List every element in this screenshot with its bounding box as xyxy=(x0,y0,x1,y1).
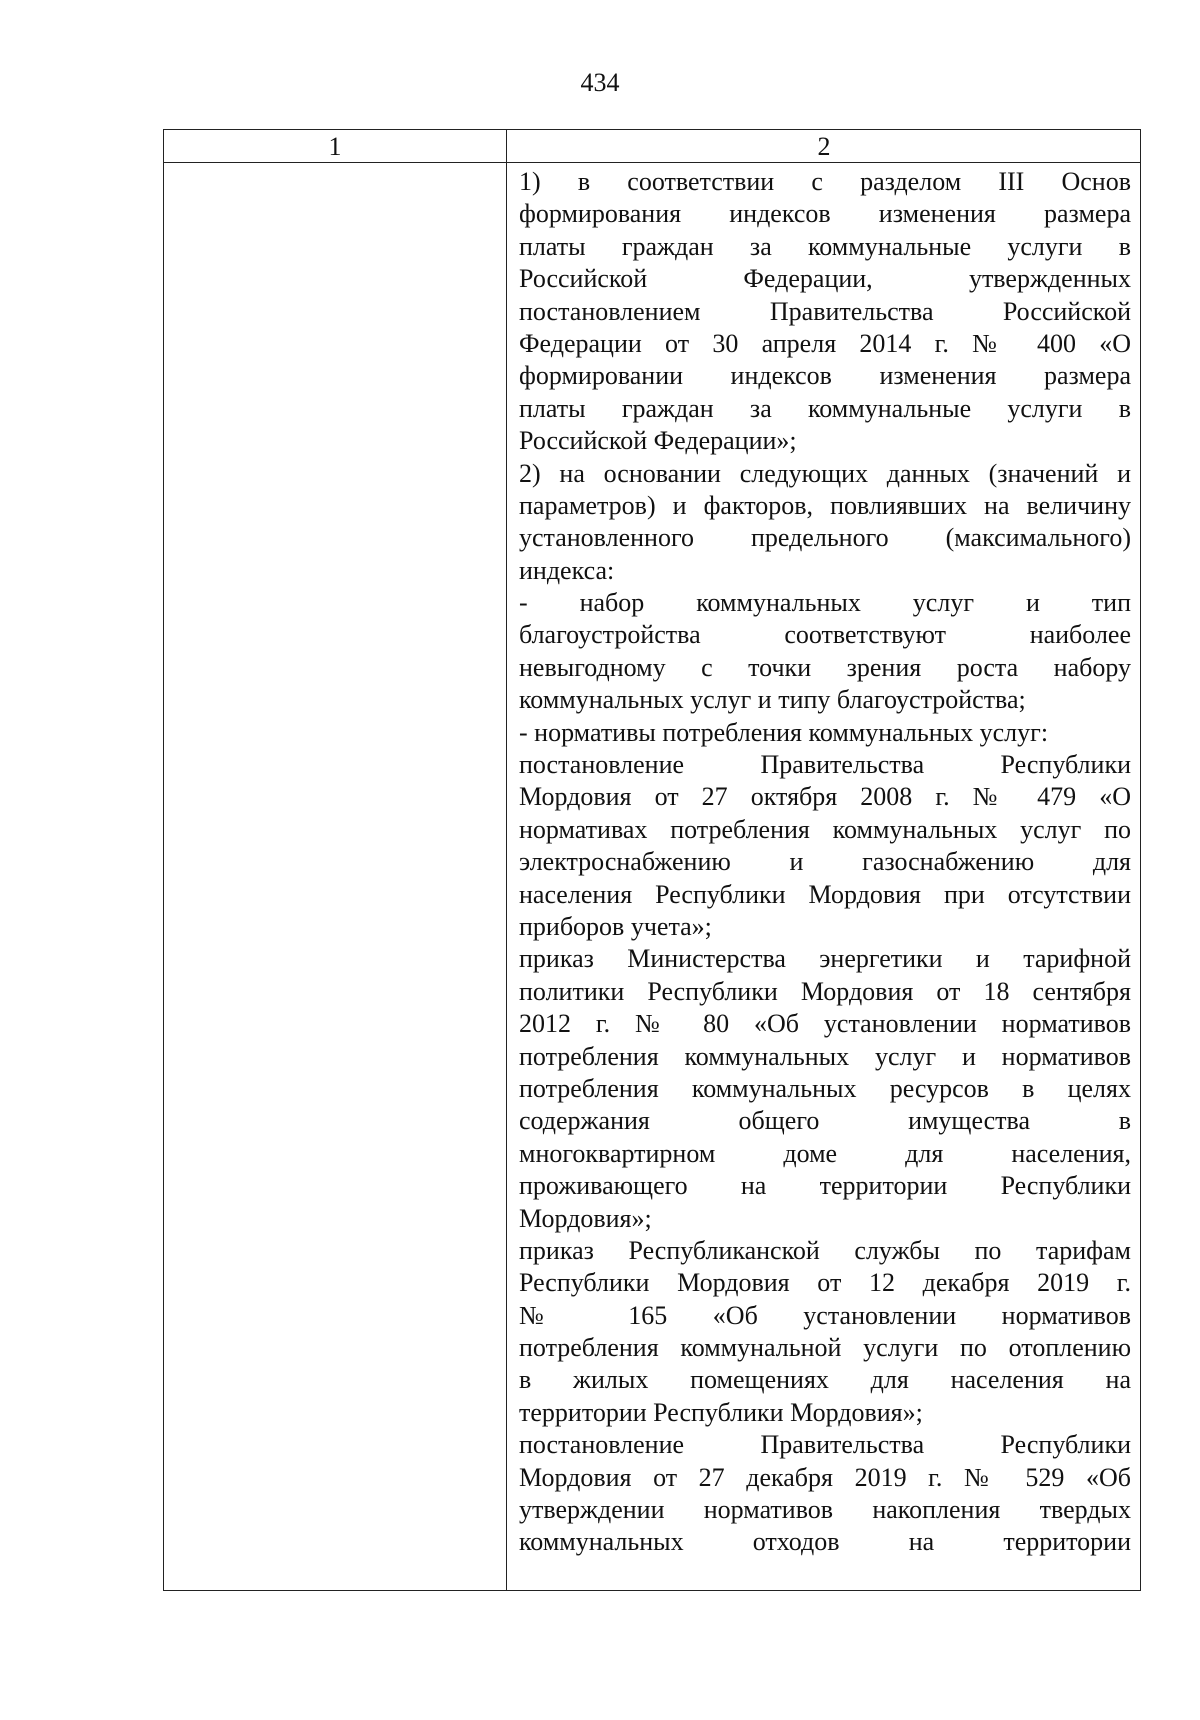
text-line: платы граждан за коммунальные услуги в xyxy=(519,231,1131,261)
text-line: Республики Мордовия от 12 декабря 2019 г. xyxy=(519,1268,1131,1298)
text-line: 2) на основании следующих данных (значений и xyxy=(519,458,1131,488)
text-line: постановление Правительства Республики xyxy=(519,1430,1131,1460)
text-line: коммунальных услуг и типу благоустройства; xyxy=(519,685,1026,715)
column-header-1: 1 xyxy=(328,132,342,161)
column-1-cell xyxy=(164,163,506,1590)
text-line: потребления коммунальных услуг и нормативов xyxy=(519,1041,1131,1071)
text-line: Мордовия»; xyxy=(519,1203,652,1233)
text-line: Российской Федерации, утвержденных xyxy=(519,264,1131,294)
table-header-row xyxy=(164,130,1140,163)
text-line: потребления коммунальной услуги по отоплению xyxy=(519,1333,1131,1363)
column-header-2: 2 xyxy=(817,132,831,161)
text-line: 2012 г. № 80 «Об установлении нормативов xyxy=(519,1009,1131,1039)
text-line: Российской Федерации»; xyxy=(519,426,797,456)
text-line: - нормативы потребления коммунальных услуг: xyxy=(519,717,1049,747)
text-line: приказ Республиканской службы по тарифам xyxy=(519,1235,1131,1265)
text-line: установленного предельного (максимального) xyxy=(519,523,1131,553)
text-line: Мордовия от 27 октября 2008 г. № 479 «О xyxy=(519,782,1131,812)
text-line: постановление Правительства Республики xyxy=(519,750,1131,780)
text-line: приказ Министерства энергетики и тарифной xyxy=(519,944,1131,974)
text-line: потребления коммунальных ресурсов в целях xyxy=(519,1073,1131,1103)
text-line: политики Республики Мордовия от 18 сентября xyxy=(519,976,1131,1006)
text-line: платы граждан за коммунальные услуги в xyxy=(519,393,1131,423)
text-line: утверждении нормативов накопления твердых xyxy=(519,1495,1131,1525)
text-line: проживающего на территории Республики xyxy=(519,1171,1131,1201)
text-line: - набор коммунальных услуг и тип xyxy=(519,588,1131,618)
document-table xyxy=(163,129,1141,1591)
text-line: невыгодному с точки зрения роста набору xyxy=(519,652,1131,682)
page-number: 434 xyxy=(580,68,620,97)
text-line: в жилых помещениях для населения на xyxy=(519,1365,1131,1395)
text-line: коммунальных отходов на территории xyxy=(519,1527,1131,1557)
text-line: Мордовия от 27 декабря 2019 г. № 529 «Об xyxy=(519,1462,1131,1492)
text-line: параметров) и факторов, повлиявших на величину xyxy=(519,490,1131,520)
text-line: постановлением Правительства Российской xyxy=(519,296,1131,326)
text-line: электроснабжению и газоснабжению для xyxy=(519,847,1131,877)
text-line: Федерации от 30 апреля 2014 г. № 400 «О xyxy=(519,328,1131,358)
text-line: формировании индексов изменения размера xyxy=(519,361,1131,391)
text-line: содержания общего имущества в xyxy=(519,1106,1131,1136)
text-line: индекса: xyxy=(519,555,615,585)
text-line: многоквартирном доме для населения, xyxy=(519,1138,1131,1168)
text-line: № 165 «Об установлении нормативов xyxy=(519,1300,1131,1330)
text-line: формирования индексов изменения размера xyxy=(519,199,1131,229)
column-2-cell xyxy=(519,166,1131,1590)
text-line: приборов учета»; xyxy=(519,911,712,941)
column-divider xyxy=(506,130,507,1590)
text-line: благоустройства соответствуют наиболее xyxy=(519,620,1131,650)
text-line: 1) в соответствии с разделом III Основ xyxy=(519,167,1131,196)
text-line: нормативах потребления коммунальных услуг по xyxy=(519,814,1131,844)
text-line: населения Республики Мордовия при отсутствии xyxy=(519,879,1131,909)
text-line: территории Республики Мордовия»; xyxy=(519,1397,923,1427)
